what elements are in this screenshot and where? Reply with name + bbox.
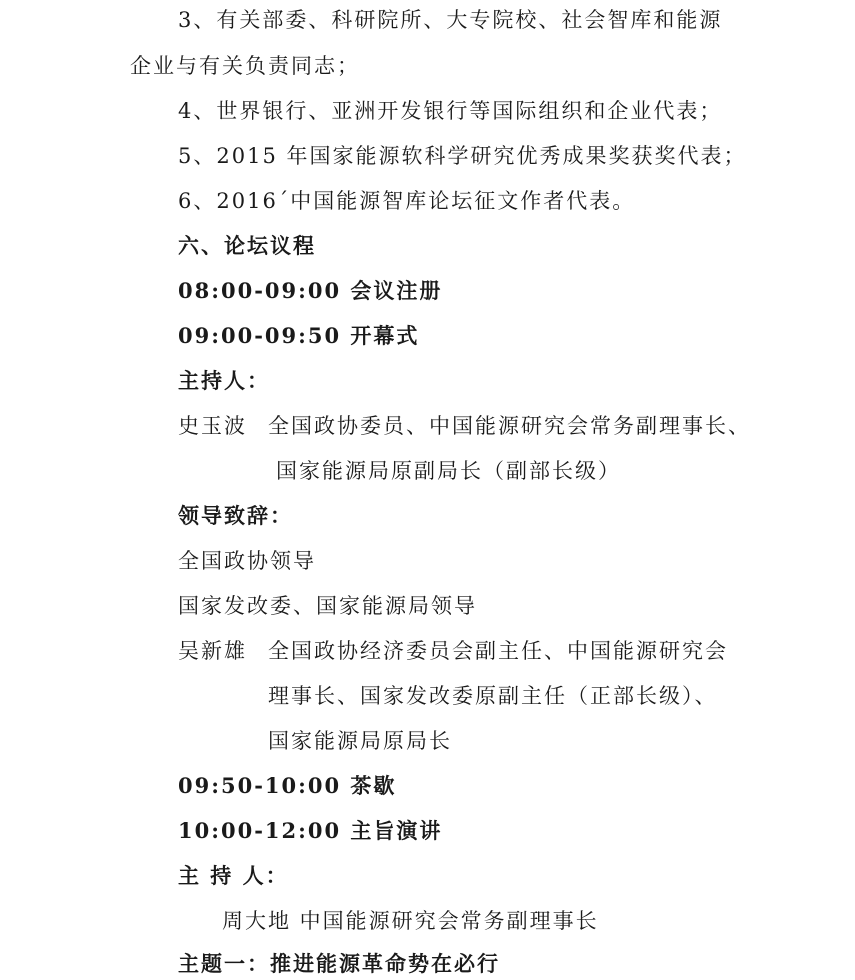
keynote-host: 周大地 中国能源研究会常务副理事长 [222,909,599,933]
speeches-label: 领导致辞： [178,503,293,528]
participant-item-5: 5、2015 年国家能源软科学研究优秀成果奖获奖代表； [178,144,747,168]
keynote-host-label: 主 持 人： [178,863,289,888]
participant-item-3-line2: 企业与有关负责同志； [130,54,360,78]
topic-1: 主题一：推进能源革命势在必行 [178,951,500,976]
speaker-2: 国家发改委、国家能源局领导 [178,594,477,618]
host-title-line2: 国家能源局原副局长（副部长级） [276,459,621,483]
agenda-keynote: 10:00-12:00 主旨演讲 [178,818,443,843]
speaker-3-title-line3: 国家能源局原局长 [268,729,452,753]
participant-item-6: 6、2016´中国能源智库论坛征文作者代表。 [178,189,636,213]
participant-item-3-line1: 3、有关部委、科研院所、大专院校、社会智库和能源 [178,8,723,32]
speaker-1: 全国政协领导 [178,549,316,573]
agenda-opening: 09:00-09:50 开幕式 [178,323,420,348]
speaker-3-name: 吴新雄 [178,639,247,663]
agenda-registration: 08:00-09:00 会议注册 [178,278,443,303]
speaker-3-title-line1: 全国政协经济委员会副主任、中国能源研究会 [268,639,728,663]
agenda-tea-break: 09:50-10:00 茶歇 [178,773,397,798]
host-title-line1: 全国政协委员、中国能源研究会常务副理事长、 [268,414,751,438]
host-label: 主持人： [178,368,270,393]
speaker-3-title-line2: 理事长、国家发改委原副主任（正部长级）、 [268,684,718,708]
section-heading-agenda: 六、论坛议程 [178,233,316,258]
participant-item-4: 4、世界银行、亚洲开发银行等国际组织和企业代表； [178,99,723,123]
host-name: 史玉波 [178,414,247,438]
